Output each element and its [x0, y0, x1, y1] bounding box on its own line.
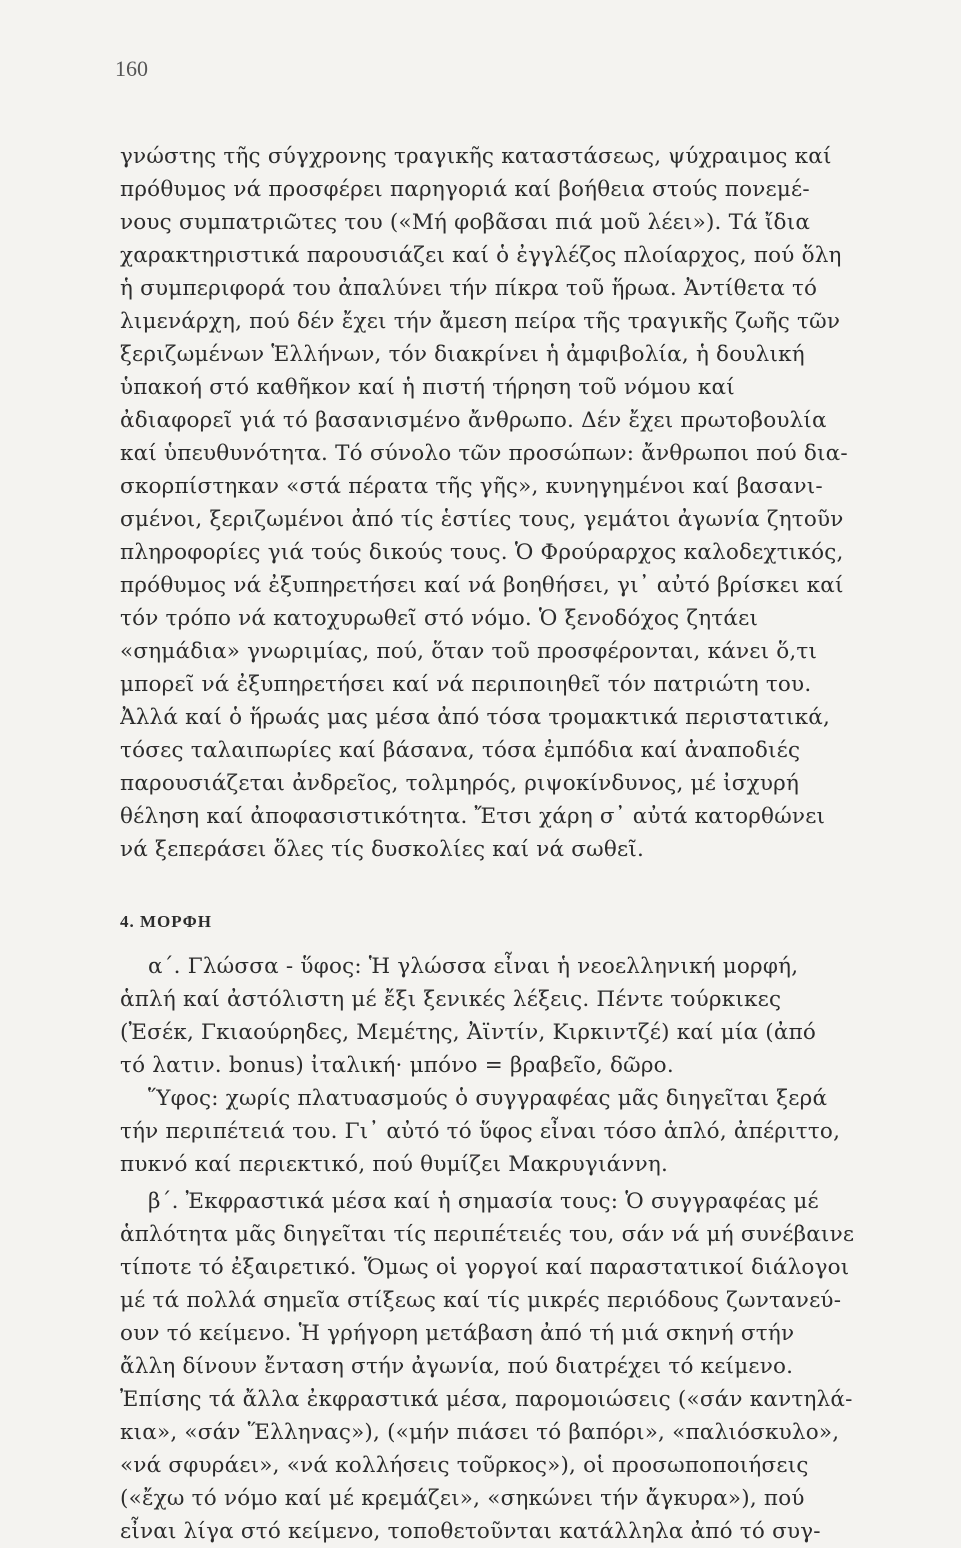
text-line: τόσες ταλαιπωρίες καί βάσανα, τόσα ἐμπόδια καί ἀναποδιές [120, 738, 801, 763]
text-line: πυκνό καί περιεκτικό, πού θυμίζει Μακρυγιάννη. [120, 1152, 668, 1177]
text-line: ξεριζωμένων Ἑλλήνων, τόν διακρίνει ἡ ἀμφιβολία, ἡ δουλική [120, 342, 805, 367]
text-line: «νά σφυράει», «νά κολλήσεις τοῦρκος»), οἱ προσωποποιήσεις [120, 1453, 809, 1478]
text-line: ἁπλή καί ἀστόλιστη μέ ἔξι ξενικές λέξεις. Πέντε τούρκικες [120, 987, 782, 1012]
text-line: Ἀλλά καί ὁ ἥρωάς μας μέσα ἀπό τόσα τρομακτικά περιστατικά, [120, 705, 831, 730]
text-line: παρουσιάζεται ἀνδρεῖος, τολμηρός, ριψοκίνδυνος, μέ ἰσχυρή [120, 771, 800, 796]
text-line: Ὕφος: χωρίς πλατυασμούς ὁ συγγραφέας μᾶς διηγεῖται ξερά [148, 1086, 828, 1111]
text-line: πρόθυμος νά προσφέρει παρηγοριά καί βοήθεια στούς πονεμέ- [120, 177, 810, 202]
text-line: χαρακτηριστικά παρουσιάζει καί ὁ ἐγγλέζος πλοίαρχος, πού ὅλη [120, 243, 842, 268]
text-line: τίποτε τό ἐξαιρετικό. Ὅμως οἱ γοργοί καί παραστατικοί διάλογοι [120, 1255, 850, 1280]
text-line: τόν τρόπο νά κατοχυρωθεῖ στό νόμο. Ὁ ξενοδόχος ζητάει [120, 606, 759, 631]
text-line: γνώστης τῆς σύγχρονης τραγικῆς καταστάσεως, ψύχραιμος καί [120, 144, 832, 169]
text-line: καί ὑπευθυνότητα. Τό σύνολο τῶν προσώπων: ἄνθρωποι πού δια- [120, 441, 848, 466]
text-line: Ἐπίσης τά ἄλλα ἐκφραστικά μέσα, παρομοιώσεις («σάν καντηλά- [120, 1387, 853, 1412]
subsection-beta [120, 1185, 935, 1548]
paragraph-1 [120, 140, 935, 866]
subsection-heading-line: α΄. Γλώσσα - ὕφος: Ἡ γλώσσα εἶναι ἡ νεοελληνική μορφή, [148, 954, 799, 979]
text-line: ἡ συμπεριφορά του ἀπαλύνει τήν πίκρα τοῦ ἥρωα. Ἀντίθετα τό [120, 276, 818, 301]
text-line: ουν τό κείμενο. Ἡ γρήγορη μετάβαση ἀπό τή μιά σκηνή στήν [120, 1321, 795, 1346]
text-line: πρόθυμος νά ἐξυπηρετήσει καί νά βοηθήσει, γι᾽ αὐτό βρίσκει καί [120, 573, 844, 598]
text-line: λιμενάρχη, πού δέν ἔχει τήν ἄμεση πείρα τῆς τραγικῆς ζωῆς τῶν [120, 309, 841, 334]
text-line: ἁπλότητα μᾶς διηγεῖται τίς περιπέτειές του, σάν νά μή συνέβαινε [120, 1222, 855, 1247]
text-line: τήν περιπέτειά του. Γι᾽ αὐτό τό ὕφος εἶναι τόσο ἁπλό, ἀπέριττο, [120, 1119, 841, 1144]
section-heading: 4. ΜΟΡΦΗ [120, 912, 212, 931]
text-line: (Ἐσέκ, Γκιαούρηδες, Μεμέτης, Ἀϊντίν, Κιρκιντζέ) καί μία (ἀπό [120, 1020, 817, 1045]
text-line: τό λατιν. bonus) ἰταλική· μπόνο = βραβεῖο, δῶρο. [120, 1053, 674, 1078]
text-line: μπορεῖ νά ἐξυπηρετήσει καί νά περιποιηθεῖ τόν πατριώτη του. [120, 672, 812, 697]
text-line: σμένοι, ξεριζωμένοι ἀπό τίς ἑστίες τους, γεμάτοι ἀγωνία ζητοῦν [120, 507, 844, 532]
page-number: 160 [115, 56, 148, 81]
text-line: νους συμπατριῶτες του («Μή φοβᾶσαι πιά μοῦ λέει»). Τά ἴδια [120, 210, 811, 235]
text-line: κια», «σάν Ἕλληνας»), («μήν πιάσει τό βαπόρι», «παλιόσκυλο», [120, 1420, 840, 1445]
text-line: πληροφορίες γιά τούς δικούς τους. Ὁ Φρούραρχος καλοδεχτικός, [120, 540, 844, 565]
text-line: εἶναι λίγα στό κείμενο, τοποθετοῦνται κατάλληλα ἀπό τό συγ- [120, 1519, 821, 1544]
text-line: θέληση καί ἀποφασιστικότητα. Ἔτσι χάρη σ᾽ αὐτά κατορθώνει [120, 804, 826, 829]
text-line: «σημάδια» γνωριμίας, πού, ὅταν τοῦ προσφέρονται, κάνει ὅ,τι [120, 639, 818, 664]
subsection-alpha [120, 950, 935, 1181]
text-line: μέ τά πολλά σημεῖα στίξεως καί τίς μικρές περιόδους ζωντανεύ- [120, 1288, 842, 1313]
text-line: ἄλλη δίνουν ἔνταση στήν ἀγωνία, πού διατρέχει τό κείμενο. [120, 1354, 794, 1379]
text-line: ἀδιαφορεῖ γιά τό βασανισμένο ἄνθρωπο. Δέν ἔχει πρωτοβουλία [120, 408, 827, 433]
text-line: σκορπίστηκαν «στά πέρατα τῆς γῆς», κυνηγημένοι καί βασανι- [120, 474, 823, 499]
text-line: νά ξεπεράσει ὅλες τίς δυσκολίες καί νά σωθεῖ. [120, 837, 645, 862]
subsection-heading-line: β΄. Ἐκφραστικά μέσα καί ἡ σημασία τους: Ὁ συγγραφέας μέ [148, 1189, 819, 1214]
text-line: («ἔχω τό νόμο καί μέ κρεμάζει», «σηκώνει τήν ἄγκυρα»), πού [120, 1486, 805, 1511]
page-body [120, 140, 935, 1548]
text-line: ὑπακοή στό καθῆκον καί ἡ πιστή τήρηση τοῦ νόμου καί [120, 375, 735, 400]
